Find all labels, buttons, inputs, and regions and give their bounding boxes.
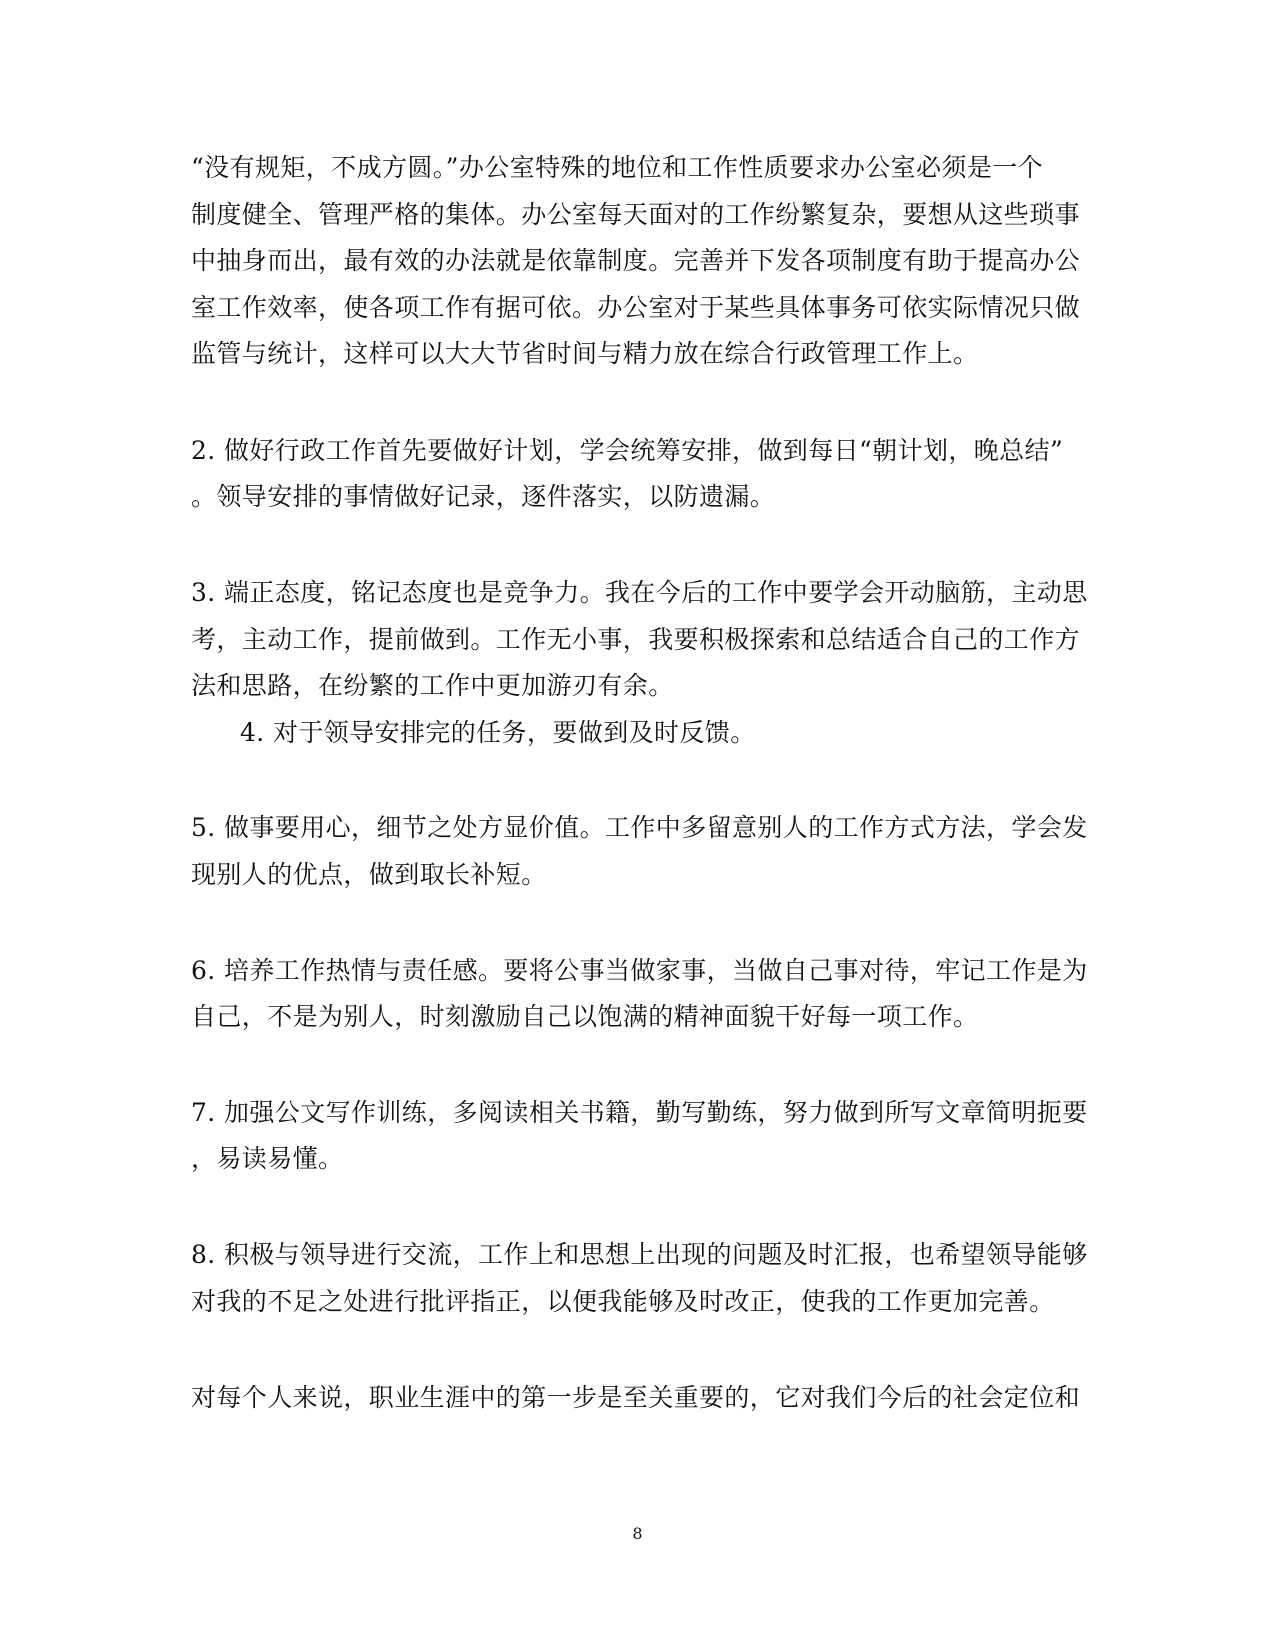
text-line: “没有规矩，不成方圆。”办公室特殊的地位和工作性质要求办公室必须是一个 (191, 153, 1044, 182)
text-line: 2. 做好行政工作首先要做好计划，学会统筹安排，做到每日“朝计划，晚总结” (191, 436, 1064, 465)
text-line: 3. 端正态度，铭记态度也是竞争力。我在今后的工作中要学会开动脑筋，主动思 (191, 578, 1088, 607)
text-line: 现别人的优点，做到取长补短。 (191, 860, 547, 889)
text-line: ，易读易懂。 (191, 1144, 344, 1173)
text-line: 7. 加强公文写作训练，多阅读相关书籍，勤写勤练，努力做到所写文章简明扼要 (191, 1098, 1088, 1127)
text-line: 对我的不足之处进行批评指正，以便我能够及时改正，使我的工作更加完善。 (191, 1287, 1055, 1316)
text-line: 5. 做事要用心，细节之处方显价值。工作中多留意别人的工作方式方法，学会发 (191, 813, 1088, 842)
page-number: 8 (632, 1524, 643, 1543)
text-line: 监管与统计，这样可以大大节省时间与精力放在综合行政管理工作上。 (191, 339, 979, 368)
text-line: 6. 培养工作热情与责任感。要将公事当做家事，当做自己事对待，牢记工作是为 (191, 956, 1088, 985)
text-line: 考，主动工作，提前做到。工作无小事，我要积极探索和总结适合自己的工作方 (191, 625, 1081, 654)
text-line: 。领导安排的事情做好记录，逐件落实，以防遗漏。 (191, 482, 776, 511)
text-line: 法和思路，在纷繁的工作中更加游刃有余。 (191, 671, 674, 700)
text-line: 中抽身而出，最有效的办法就是依靠制度。完善并下发各项制度有助于提高办公 (191, 246, 1081, 275)
text-line: 8. 积极与领导进行交流，工作上和思想上出现的问题及时汇报，也希望领导能够 (191, 1240, 1088, 1269)
text-line: 制度健全、管理严格的集体。办公室每天面对的工作纷繁复杂，要想从这些琐事 (191, 200, 1081, 229)
text-line: 自己，不是为别人，时刻激励自己以饱满的精神面貌干好每一项工作。 (191, 1002, 979, 1031)
text-line: 4. 对于领导安排完的任务，要做到及时反馈。 (240, 718, 756, 747)
text-line: 对每个人来说，职业生涯中的第一步是至关重要的，它对我们今后的社会定位和 (191, 1383, 1081, 1412)
text-line: 室工作效率，使各项工作有据可依。办公室对于某些具体事务可依实际情况只做 (191, 293, 1081, 322)
